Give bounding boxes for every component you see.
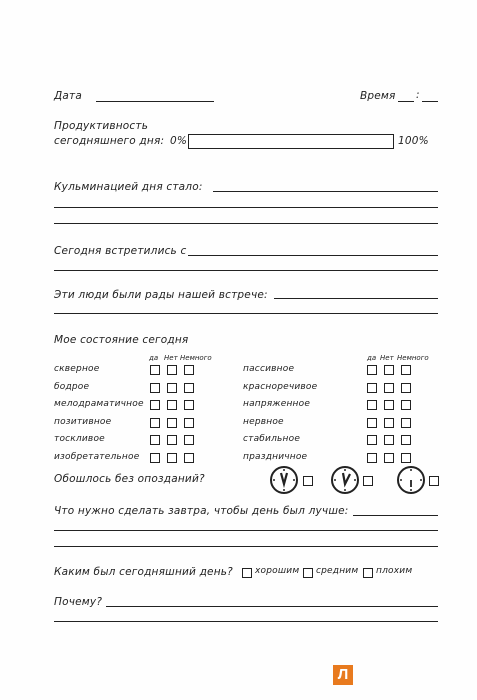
- mood-left-no-checkbox[interactable]: [167, 453, 177, 463]
- climax-label: Кульминацией дня стало:: [54, 181, 203, 193]
- climax-field-line2[interactable]: [54, 207, 438, 208]
- mood-right-yes-checkbox[interactable]: [367, 400, 377, 410]
- mood-right-item-label: праздничное: [243, 451, 308, 462]
- met-field-line1[interactable]: [188, 255, 438, 256]
- mood-right-bit-checkbox[interactable]: [401, 365, 411, 375]
- mood-right-bit-checkbox[interactable]: [401, 383, 411, 393]
- mood-left-col-bit: Немного: [180, 354, 212, 362]
- clock-slightly-late-icon: [330, 465, 360, 495]
- mood-right-no-checkbox[interactable]: [384, 453, 394, 463]
- time-hours-field[interactable]: [398, 101, 414, 102]
- mood-right-bit-checkbox[interactable]: [401, 453, 411, 463]
- clock-on-time-icon: [269, 465, 299, 495]
- tomorrow-label: Что нужно сделать завтра, чтобы день был лучше:: [54, 505, 349, 517]
- productivity-min-label: 0%: [170, 135, 188, 147]
- mood-left-yes-checkbox[interactable]: [150, 453, 160, 463]
- glad-field-line2[interactable]: [54, 313, 438, 314]
- mood-right-col-bit: Немного: [397, 354, 429, 362]
- glad-field-line1[interactable]: [274, 298, 438, 299]
- late-label: Обошлось без опозданий?: [54, 473, 205, 485]
- productivity-label-line2: сегодняшнего дня:: [54, 135, 165, 147]
- tomorrow-field-line3[interactable]: [54, 546, 438, 547]
- mood-right-item-label: напряженное: [243, 399, 311, 409]
- mood-right-yes-checkbox[interactable]: [367, 453, 377, 463]
- day-bad-checkbox[interactable]: [363, 568, 373, 578]
- day-bad-label: плохим: [376, 566, 413, 576]
- productivity-label-line1: Продуктивность: [54, 120, 149, 132]
- why-field-line2[interactable]: [54, 621, 438, 622]
- mood-left-yes-checkbox[interactable]: [150, 400, 160, 410]
- why-field-line1[interactable]: [106, 606, 438, 607]
- tomorrow-field-line2[interactable]: [54, 530, 438, 531]
- late-option-3-checkbox[interactable]: [429, 476, 439, 486]
- mood-left-col-yes: да: [149, 354, 159, 362]
- day-average-checkbox[interactable]: [303, 568, 313, 578]
- mood-right-item-label: нервное: [243, 416, 284, 427]
- day-question-label: Каким был сегодняшний день?: [54, 566, 233, 578]
- mood-left-item-label: тоскливое: [54, 434, 105, 444]
- climax-field-line3[interactable]: [54, 223, 438, 224]
- mood-right-bit-checkbox[interactable]: [401, 400, 411, 410]
- mood-left-item-label: изобретательное: [54, 451, 140, 462]
- mood-left-no-checkbox[interactable]: [167, 435, 177, 445]
- late-option-1-checkbox[interactable]: [303, 476, 313, 486]
- mood-right-col-yes: да: [367, 354, 377, 362]
- mood-right-no-checkbox[interactable]: [384, 400, 394, 410]
- late-option-2-checkbox[interactable]: [363, 476, 373, 486]
- glad-label: Эти люди были рады нашей встрече:: [54, 289, 268, 301]
- mood-left-bit-checkbox[interactable]: [184, 383, 194, 393]
- publisher-logo: Л: [333, 665, 353, 685]
- mood-right-no-checkbox[interactable]: [384, 435, 394, 445]
- time-label: Время: [360, 90, 396, 102]
- mood-right-item-label: красноречивое: [243, 381, 318, 392]
- date-field[interactable]: [96, 101, 214, 102]
- mood-left-item-label: бодрое: [54, 381, 90, 392]
- mood-right-col-no: Нет: [380, 354, 394, 362]
- mood-left-bit-checkbox[interactable]: [184, 365, 194, 375]
- met-field-line2[interactable]: [54, 270, 438, 271]
- mood-right-yes-checkbox[interactable]: [367, 365, 377, 375]
- mood-left-bit-checkbox[interactable]: [184, 453, 194, 463]
- mood-right-no-checkbox[interactable]: [384, 365, 394, 375]
- mood-right-yes-checkbox[interactable]: [367, 435, 377, 445]
- productivity-max-label: 100%: [398, 135, 429, 147]
- met-label: Сегодня встретились с: [54, 245, 187, 257]
- time-minutes-field[interactable]: [422, 101, 438, 102]
- mood-left-bit-checkbox[interactable]: [184, 400, 194, 410]
- mood-left-col-no: Нет: [164, 354, 178, 362]
- clock-late-icon: [396, 465, 426, 495]
- day-good-checkbox[interactable]: [242, 568, 252, 578]
- day-average-label: средним: [316, 566, 359, 576]
- mood-right-item-label: пассивное: [243, 364, 295, 374]
- mood-left-no-checkbox[interactable]: [167, 400, 177, 410]
- mood-right-bit-checkbox[interactable]: [401, 435, 411, 445]
- mood-left-yes-checkbox[interactable]: [150, 435, 160, 445]
- mood-left-yes-checkbox[interactable]: [150, 418, 160, 428]
- mood-right-no-checkbox[interactable]: [384, 383, 394, 393]
- date-label: Дата: [54, 90, 82, 102]
- mood-right-no-checkbox[interactable]: [384, 418, 394, 428]
- mood-right-item-label: стабильное: [243, 434, 301, 444]
- productivity-bar[interactable]: [188, 134, 394, 149]
- mood-left-item-label: позитивное: [54, 416, 112, 427]
- mood-left-bit-checkbox[interactable]: [184, 435, 194, 445]
- mood-left-no-checkbox[interactable]: [167, 418, 177, 428]
- mood-left-yes-checkbox[interactable]: [150, 383, 160, 393]
- time-separator: :: [416, 89, 420, 101]
- tomorrow-field-line1[interactable]: [353, 515, 438, 516]
- climax-field-line1[interactable]: [213, 191, 438, 192]
- mood-left-no-checkbox[interactable]: [167, 383, 177, 393]
- mood-right-yes-checkbox[interactable]: [367, 383, 377, 393]
- day-good-label: хорошим: [255, 566, 300, 576]
- mood-left-bit-checkbox[interactable]: [184, 418, 194, 428]
- why-label: Почему?: [54, 596, 103, 608]
- mood-right-yes-checkbox[interactable]: [367, 418, 377, 428]
- mood-left-yes-checkbox[interactable]: [150, 365, 160, 375]
- mood-right-bit-checkbox[interactable]: [401, 418, 411, 428]
- mood-left-item-label: мелодраматичное: [54, 399, 144, 409]
- mood-left-item-label: скверное: [54, 364, 100, 374]
- mood-left-no-checkbox[interactable]: [167, 365, 177, 375]
- mood-title: Мое состояние сегодня: [54, 334, 189, 346]
